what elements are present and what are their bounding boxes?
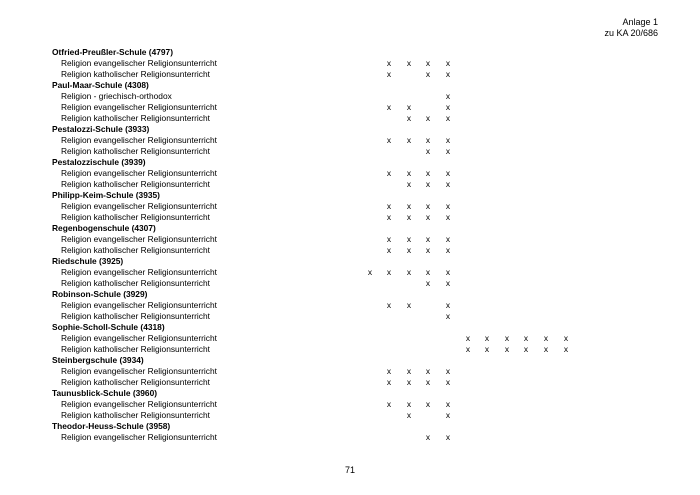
x-mark: x — [445, 399, 451, 409]
x-mark: x — [425, 179, 431, 189]
x-mark: x — [406, 410, 412, 420]
x-mark: x — [406, 102, 412, 112]
x-mark: x — [406, 399, 412, 409]
x-mark: x — [445, 135, 451, 145]
x-mark: x — [425, 212, 431, 222]
religion-label: Religion evangelischer Religionsunterricht — [61, 366, 217, 376]
x-mark: x — [406, 135, 412, 145]
x-mark: x — [425, 201, 431, 211]
table-row — [52, 399, 652, 410]
x-mark: x — [445, 377, 451, 387]
annex-header — [604, 17, 658, 39]
x-mark: x — [386, 267, 392, 277]
school-heading: Regenbogenschule (4307) — [52, 223, 156, 233]
religion-label: Religion katholischer Religionsunterricht — [61, 245, 210, 255]
x-mark: x — [406, 245, 412, 255]
x-mark: x — [406, 234, 412, 244]
table-row — [52, 58, 652, 69]
religion-label: Religion katholischer Religionsunterricht — [61, 146, 210, 156]
annex-reference: zu KA 20/686 — [604, 28, 658, 38]
school-heading: Steinbergschule (3934) — [52, 355, 144, 365]
x-mark: x — [386, 58, 392, 68]
religion-label: Religion evangelischer Religionsunterricht — [61, 234, 217, 244]
x-mark: x — [386, 168, 392, 178]
x-mark: x — [445, 300, 451, 310]
school-heading: Sophie-Scholl-Schule (4318) — [52, 322, 165, 332]
x-mark: x — [425, 399, 431, 409]
religion-label: Religion katholischer Religionsunterricht — [61, 278, 210, 288]
religion-label: Religion evangelischer Religionsunterricht — [61, 168, 217, 178]
x-mark: x — [484, 344, 490, 354]
x-mark: x — [386, 135, 392, 145]
religion-label: Religion katholischer Religionsunterricht — [61, 377, 210, 387]
x-mark: x — [445, 410, 451, 420]
x-mark: x — [367, 267, 373, 277]
x-mark: x — [386, 377, 392, 387]
school-heading: Robinson-Schule (3929) — [52, 289, 148, 299]
x-mark: x — [445, 168, 451, 178]
x-mark: x — [543, 333, 549, 343]
x-mark: x — [406, 179, 412, 189]
religion-label: Religion - griechisch-orthodox — [61, 91, 172, 101]
table-row — [52, 311, 652, 322]
table-row — [52, 212, 652, 223]
x-mark: x — [386, 212, 392, 222]
x-mark: x — [386, 69, 392, 79]
table-row — [52, 135, 652, 146]
table-row — [52, 300, 652, 311]
table-row — [52, 432, 652, 443]
x-mark: x — [425, 234, 431, 244]
x-mark: x — [425, 377, 431, 387]
x-mark: x — [406, 212, 412, 222]
x-mark: x — [445, 91, 451, 101]
x-mark: x — [425, 113, 431, 123]
x-mark: x — [445, 113, 451, 123]
x-mark: x — [406, 201, 412, 211]
x-mark: x — [406, 267, 412, 277]
annex-label: Anlage 1 — [622, 17, 658, 27]
table-row — [52, 344, 652, 355]
x-mark: x — [445, 245, 451, 255]
x-mark: x — [445, 366, 451, 376]
x-mark: x — [386, 300, 392, 310]
x-mark: x — [406, 58, 412, 68]
x-mark: x — [425, 366, 431, 376]
school-heading: Otfried-Preußler-Schule (4797) — [52, 47, 174, 57]
x-mark: x — [445, 102, 451, 112]
x-mark: x — [386, 245, 392, 255]
table-row — [52, 377, 652, 388]
x-mark: x — [386, 366, 392, 376]
x-mark: x — [406, 113, 412, 123]
school-heading: Theodor-Heuss-Schule (3958) — [52, 421, 171, 431]
religion-label: Religion katholischer Religionsunterricht — [61, 344, 210, 354]
religion-label: Religion evangelischer Religionsunterricht — [61, 300, 217, 310]
school-heading: Paul-Maar-Schule (4308) — [52, 80, 149, 90]
table-row — [52, 168, 652, 179]
school-heading: Riedschule (3925) — [52, 256, 124, 266]
x-mark: x — [445, 69, 451, 79]
x-mark: x — [465, 333, 471, 343]
religion-label: Religion evangelischer Religionsunterricht — [61, 58, 217, 68]
table-row — [52, 91, 652, 102]
x-mark: x — [445, 179, 451, 189]
x-mark: x — [523, 344, 529, 354]
table-row — [52, 333, 652, 344]
x-mark: x — [465, 344, 471, 354]
x-mark: x — [523, 333, 529, 343]
x-mark: x — [445, 201, 451, 211]
x-mark: x — [386, 399, 392, 409]
x-mark: x — [425, 135, 431, 145]
x-mark: x — [386, 234, 392, 244]
x-mark: x — [445, 311, 451, 321]
x-mark: x — [425, 58, 431, 68]
x-mark: x — [445, 58, 451, 68]
religion-label: Religion katholischer Religionsunterricht — [61, 212, 210, 222]
religion-label: Religion evangelischer Religionsunterricht — [61, 399, 217, 409]
x-mark: x — [445, 146, 451, 156]
x-mark: x — [425, 278, 431, 288]
x-mark: x — [445, 234, 451, 244]
table-row — [52, 234, 652, 245]
religion-label: Religion evangelischer Religionsunterricht — [61, 267, 217, 277]
x-mark: x — [543, 344, 549, 354]
table-row — [52, 278, 652, 289]
x-mark: x — [445, 432, 451, 442]
page-number: 71 — [344, 465, 355, 475]
religion-label: Religion katholischer Religionsunterricht — [61, 311, 210, 321]
table-row — [52, 201, 652, 212]
religion-label: Religion katholischer Religionsunterricht — [61, 69, 210, 79]
x-mark: x — [445, 212, 451, 222]
school-heading: Taunusblick-Schule (3960) — [52, 388, 158, 398]
x-mark: x — [386, 201, 392, 211]
table-row — [52, 113, 652, 124]
school-table — [52, 47, 652, 443]
school-heading: Philipp-Keim-Schule (3935) — [52, 190, 160, 200]
table-row — [52, 410, 652, 421]
x-mark: x — [386, 102, 392, 112]
religion-label: Religion evangelischer Religionsunterricht — [61, 333, 217, 343]
table-row — [52, 146, 652, 157]
table-row — [52, 102, 652, 113]
x-mark: x — [484, 333, 490, 343]
x-mark: x — [563, 333, 569, 343]
x-mark: x — [504, 333, 510, 343]
religion-label: Religion evangelischer Religionsunterricht — [61, 201, 217, 211]
x-mark: x — [406, 366, 412, 376]
school-heading: Pestalozzi-Schule (3933) — [52, 124, 150, 134]
x-mark: x — [425, 146, 431, 156]
table-row — [52, 267, 652, 278]
religion-label: Religion evangelischer Religionsunterricht — [61, 102, 217, 112]
x-mark: x — [425, 168, 431, 178]
x-mark: x — [406, 300, 412, 310]
x-mark: x — [504, 344, 510, 354]
religion-label: Religion evangelischer Religionsunterricht — [61, 135, 217, 145]
table-row — [52, 366, 652, 377]
x-mark: x — [425, 69, 431, 79]
table-row — [52, 179, 652, 190]
x-mark: x — [445, 267, 451, 277]
x-mark: x — [425, 267, 431, 277]
religion-label: Religion katholischer Religionsunterricht — [61, 113, 210, 123]
table-row — [52, 245, 652, 256]
religion-label: Religion katholischer Religionsunterricht — [61, 410, 210, 420]
x-mark: x — [406, 377, 412, 387]
religion-label: Religion evangelischer Religionsunterricht — [61, 432, 217, 442]
x-mark: x — [445, 278, 451, 288]
x-mark: x — [425, 432, 431, 442]
religion-label: Religion katholischer Religionsunterricht — [61, 179, 210, 189]
table-row — [52, 69, 652, 80]
x-mark: x — [406, 168, 412, 178]
school-heading: Pestalozzischule (3939) — [52, 157, 146, 167]
x-mark: x — [425, 245, 431, 255]
x-mark: x — [563, 344, 569, 354]
